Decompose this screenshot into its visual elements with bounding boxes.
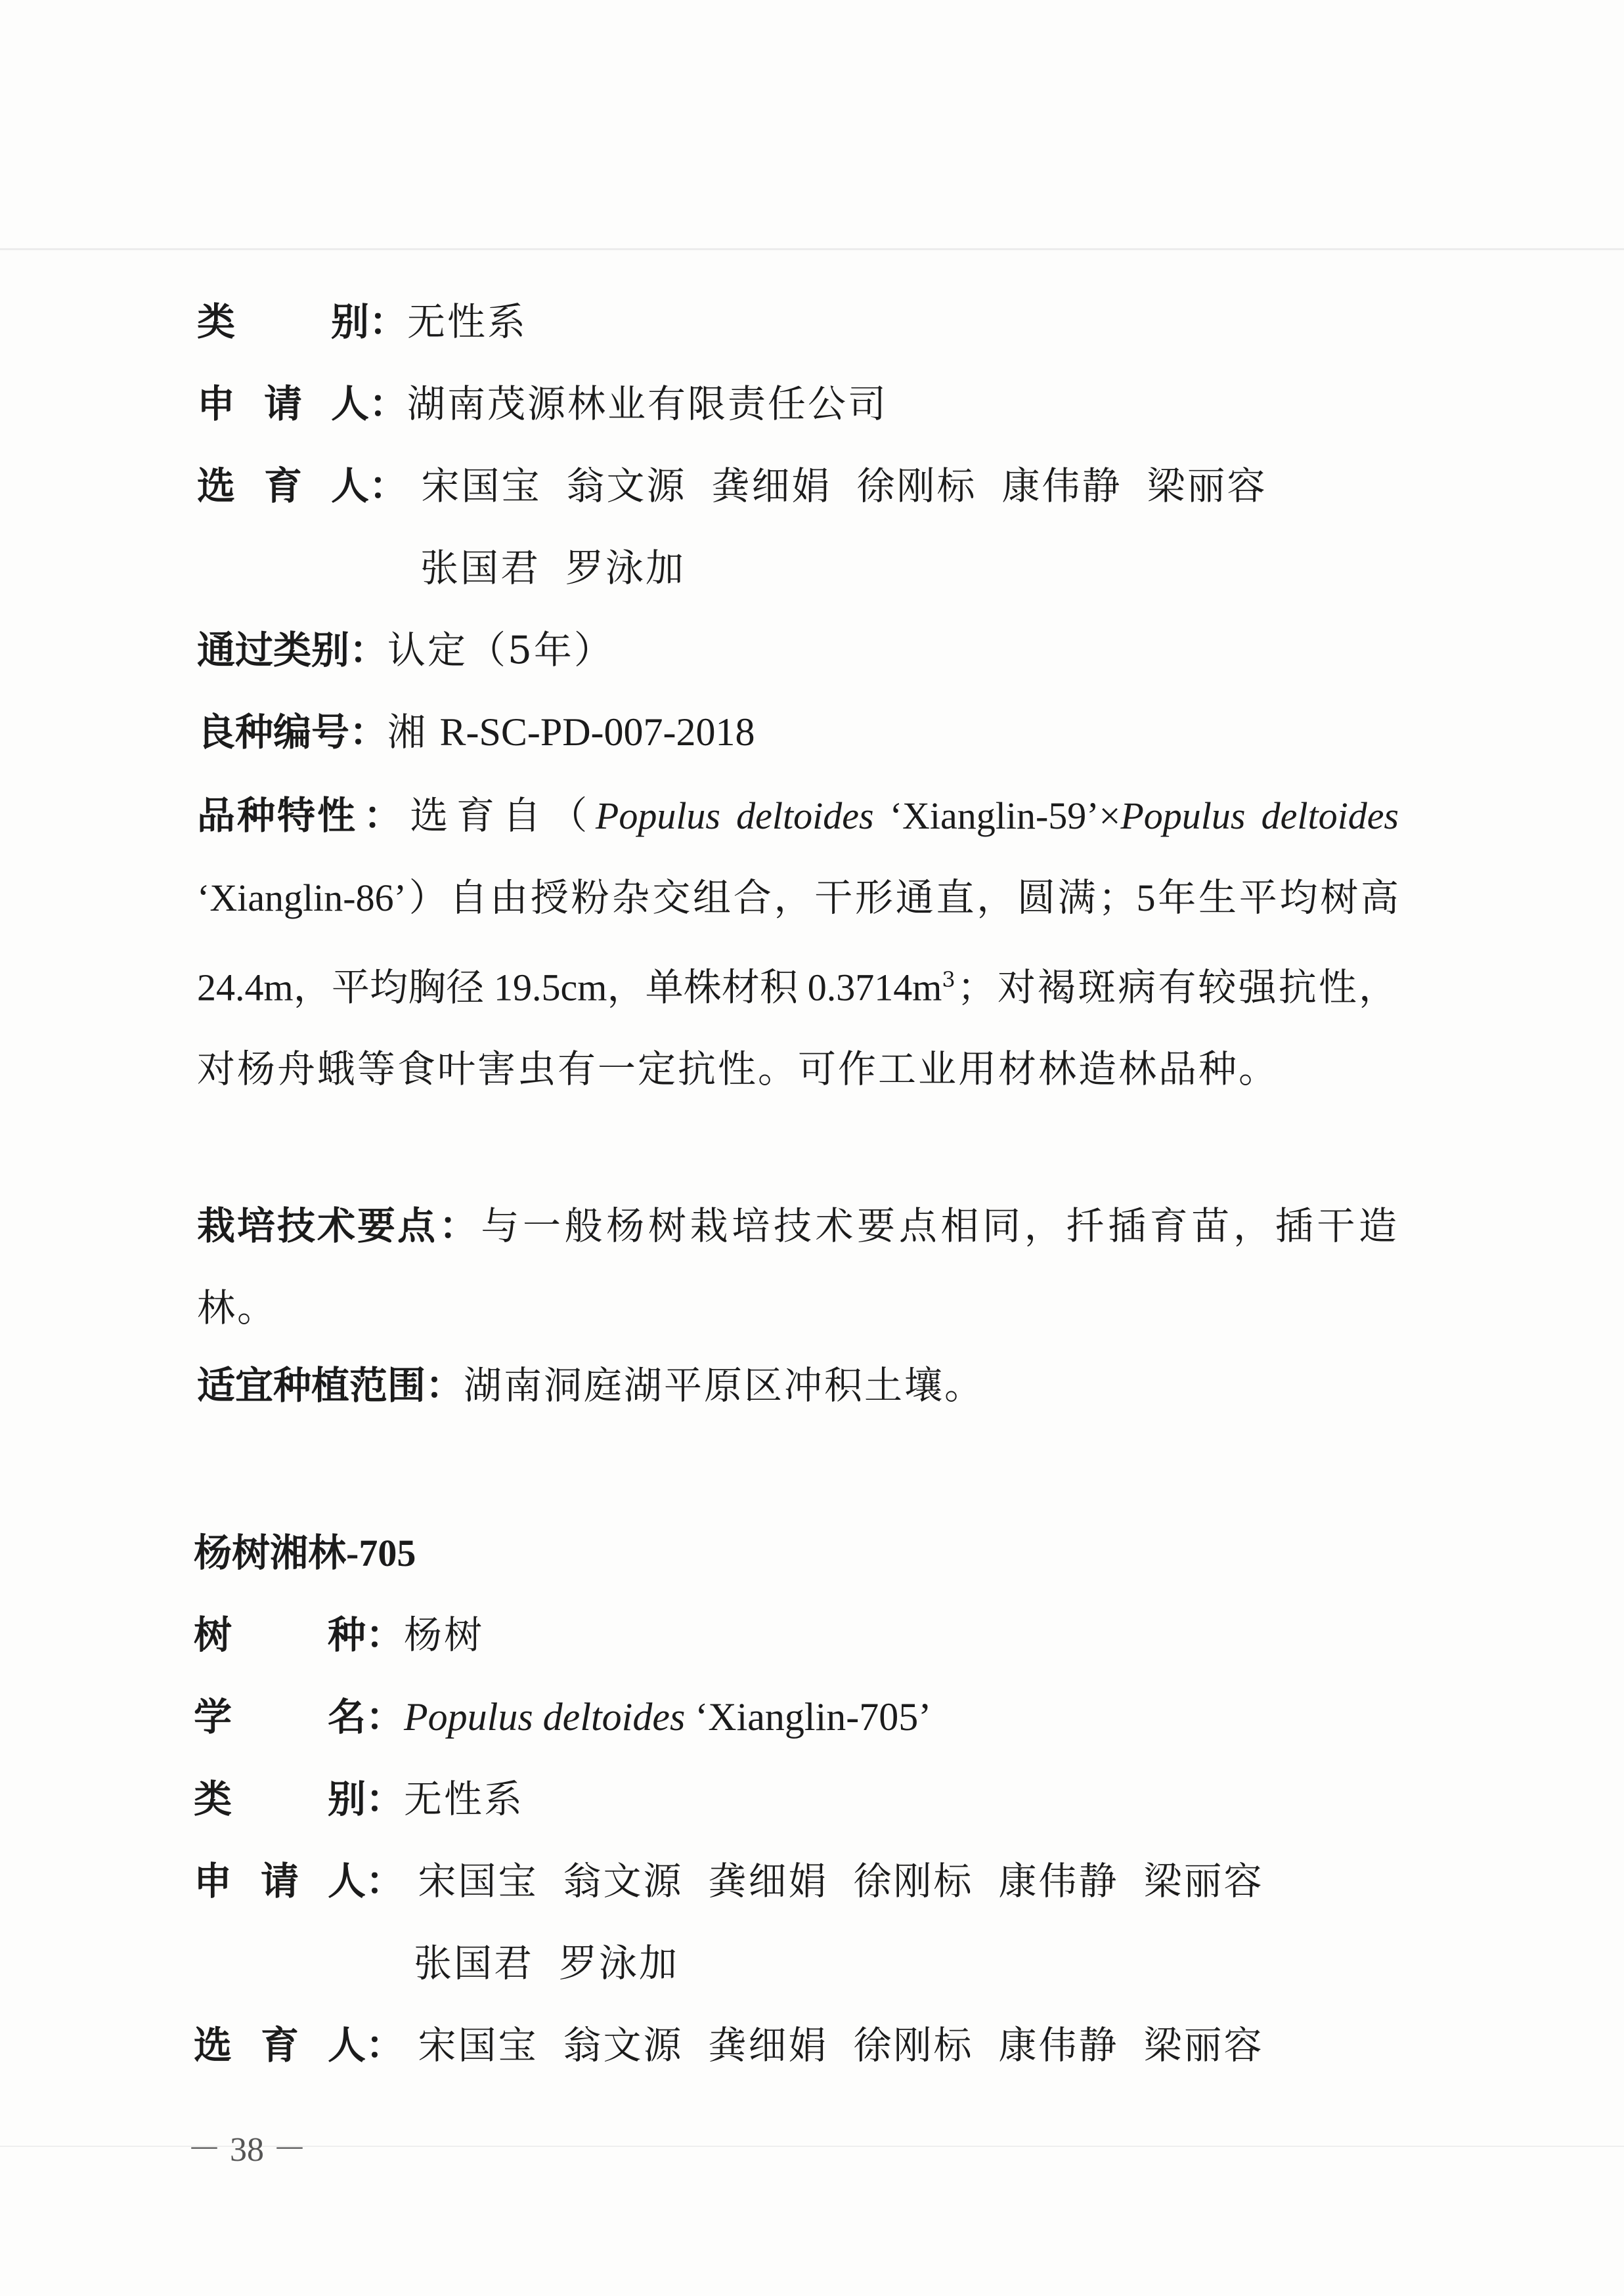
applicant-name: 罗泳加 bbox=[559, 1941, 680, 1985]
entry1-range-label: 适宜种植范围 bbox=[197, 1363, 426, 1408]
entry1-range-value: 湖南洞庭湖平原区冲积土壤。 bbox=[464, 1363, 985, 1408]
breeder-name: 龚细娟 bbox=[708, 2023, 829, 2068]
entry2-applicant-row: 申 请 人 ： 宋国宝 翁文源 龚细娟 徐刚标 康伟静 梁丽容 bbox=[194, 1855, 1264, 1907]
traits-text-1: 选育自（ bbox=[410, 793, 596, 838]
breeder-name: 龚细娟 bbox=[711, 464, 832, 508]
applicant-name: 宋国宝 bbox=[418, 1859, 538, 1903]
entry2-applicants-line2 bbox=[414, 1937, 679, 1989]
entry2-title-num: -705 bbox=[346, 1532, 416, 1574]
entry1-approval-label: 通过类别 bbox=[197, 628, 350, 672]
entry2-title bbox=[194, 1527, 416, 1580]
entry1-breeder-row: 选 育 人 ： 宋国宝 翁文源 龚细娟 徐刚标 康伟静 梁丽容 bbox=[197, 460, 1267, 512]
entry1-number-value: R-SC-PD-007-2018 bbox=[439, 710, 755, 754]
breeder-name: 张国君 bbox=[420, 546, 541, 590]
entry2-species-row: 树 种 ：杨树 bbox=[194, 1609, 484, 1661]
entry1-applicant-row: 申 请 人 ：湖南茂源林业有限责任公司 bbox=[197, 378, 888, 430]
applicant-name: 张国君 bbox=[414, 1941, 535, 1985]
breeder-name: 康伟静 bbox=[1001, 464, 1122, 508]
entry1-category-value: 无性系 bbox=[407, 299, 528, 344]
traits-text-2: ‘Xianglin-59’× bbox=[873, 794, 1121, 837]
breeder-name: 徐刚标 bbox=[853, 2023, 974, 2068]
traits-text-4: ；对褐斑病有较强抗性，对杨舟蛾等食叶害虫有一定抗性。可作工业用材林造林品种。 bbox=[197, 964, 1399, 1092]
breeder-name: 宋国宝 bbox=[421, 464, 542, 508]
entry2-category-row: 类 别 ：无性系 bbox=[194, 1773, 524, 1825]
entry1-number-prefix: 湘 bbox=[387, 710, 428, 754]
entry1-traits-label: 品种特性 bbox=[197, 793, 358, 838]
breeder-name: 徐刚标 bbox=[856, 464, 977, 508]
entry1-breeder-label: 选 育 人 bbox=[197, 464, 369, 508]
applicant-name: 梁丽容 bbox=[1143, 1859, 1264, 1903]
breeder-name: 罗泳加 bbox=[565, 546, 686, 590]
entry2-species-label: 树 种 bbox=[194, 1613, 366, 1657]
entry2-sci-row: 学 名 ：Populus deltoides ‘Xianglin-705’ bbox=[194, 1691, 931, 1743]
entry2-breeder-row: 选 育 人 ： 宋国宝 翁文源 龚细娟 徐刚标 康伟静 梁丽容 bbox=[194, 2019, 1264, 2071]
entry2-category-label: 类 别 bbox=[194, 1777, 366, 1821]
entry2-species-value: 杨树 bbox=[404, 1613, 485, 1657]
entry1-range-row: 适宜种植范围：湖南洞庭湖平原区冲积土壤。 bbox=[197, 1359, 984, 1412]
entry2-category-value: 无性系 bbox=[404, 1777, 525, 1821]
applicant-name: 康伟静 bbox=[998, 1859, 1119, 1903]
breeder-name: 康伟静 bbox=[998, 2023, 1119, 2068]
breeder-name: 宋国宝 bbox=[418, 2023, 538, 2068]
traits-latin-1: Populus deltoides bbox=[595, 794, 874, 837]
entry1-approval-row: 通过类别：认定（5年） bbox=[197, 624, 614, 676]
breeder-name: 梁丽容 bbox=[1143, 2023, 1264, 2068]
entry1-applicant-label: 申 请 人 bbox=[197, 381, 369, 426]
entry1-category-label: 类 别 bbox=[197, 299, 369, 344]
breeder-name: 翁文源 bbox=[563, 2023, 684, 2068]
traits-latin-2: Populus deltoides bbox=[1120, 794, 1399, 837]
entry2-sci-latin: Populus deltoides bbox=[404, 1695, 686, 1739]
entry2-applicant-label: 申 请 人 bbox=[194, 1859, 366, 1903]
entry2-breeders-line1 bbox=[404, 2023, 1264, 2068]
entry2-sci-label: 学 名 bbox=[194, 1695, 366, 1739]
entry1-traits-paragraph: 品种特性：选育自（Populus deltoides ‘Xianglin-59’×Populus deltoides ‘Xianglin-86’）自由授粉杂交组合，干形通直，圆满；5年生平均树高 24.4m，平均胸径 19.5cm，单株材积 $0.3714m^3$；对褐斑病有较强抗性，对杨舟蛾等食叶害虫有一定抗性。可作工业用材林造林品种。 bbox=[197, 775, 1399, 1110]
entry1-cultivation-paragraph: 栽培技术要点：与一般杨树栽培技术要点相同，扦插育苗，插干造林。 bbox=[197, 1185, 1399, 1349]
entry1-breeders-line1 bbox=[407, 464, 1267, 508]
applicant-name: 徐刚标 bbox=[853, 1859, 974, 1903]
traits-superscript: 3 bbox=[942, 967, 957, 992]
scan-edge-top bbox=[0, 248, 1624, 250]
entry1-approval-value: 认定（5年） bbox=[387, 628, 614, 672]
entry1-applicant-value: 湖南茂源林业有限责任公司 bbox=[407, 381, 889, 426]
traits-text-3: ‘Xianglin-86’）自由授粉杂交组合，干形通直，圆满；5年生平均树高 24.4m，平均胸径 19.5cm，单株材积 0.3714m bbox=[197, 877, 1399, 1009]
entry1-cultivation-label: 栽培技术要点 bbox=[197, 1203, 438, 1248]
entry1-category-row: 类 别 ：无性系 bbox=[197, 295, 527, 348]
entry2-title-cn: 杨树湘林 bbox=[194, 1530, 347, 1575]
entry2-breeder-label: 选 育 人 bbox=[194, 2023, 366, 2068]
entry2-sci-cultivar: ‘Xianglin-705’ bbox=[685, 1695, 932, 1739]
entry1-number-label: 良种编号 bbox=[197, 710, 350, 754]
applicant-name: 龚细娟 bbox=[708, 1859, 829, 1903]
breeder-name: 梁丽容 bbox=[1147, 464, 1267, 508]
entry1-breeders-line2 bbox=[420, 542, 686, 594]
applicant-name: 翁文源 bbox=[563, 1859, 684, 1903]
entry2-applicants-line1 bbox=[404, 1859, 1264, 1903]
entry1-cultivation-value: 与一般杨树栽培技术要点相同，扦插育苗，插干造林。 bbox=[197, 1203, 1399, 1330]
breeder-name: 翁文源 bbox=[566, 464, 687, 508]
entry1-number-row: 良种编号：湘 R-SC-PD-007-2018 bbox=[197, 706, 755, 758]
page-number: － 38 － bbox=[187, 2131, 307, 2169]
